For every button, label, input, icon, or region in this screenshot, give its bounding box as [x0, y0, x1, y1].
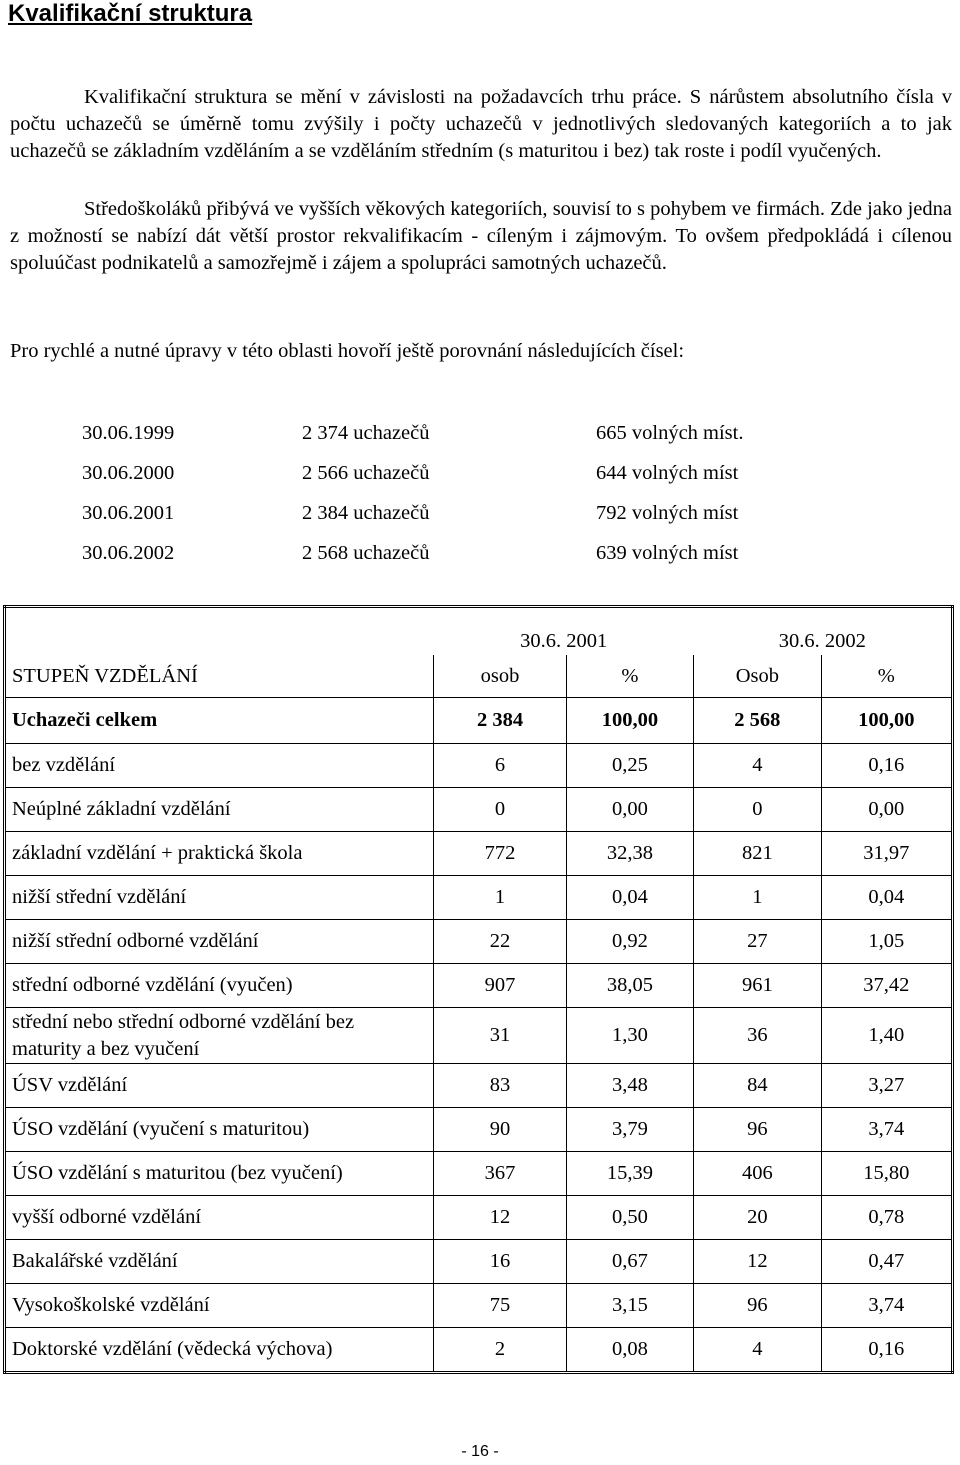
table-cell: 12 [694, 1240, 821, 1284]
table-row-label: střední odborné vzdělání (vyučen) [5, 964, 434, 1008]
table-cell: 907 [434, 964, 566, 1008]
table-cell: 961 [694, 964, 821, 1008]
table-cell: 96 [694, 1284, 821, 1328]
table-cell: 1 [434, 876, 566, 920]
table-cell: 15,39 [566, 1152, 693, 1196]
table-cell: 3,48 [566, 1064, 693, 1108]
stats-applicants: 2 566 uchazečů [302, 462, 430, 484]
table-row-label: Vysokoškolské vzdělání [5, 1284, 434, 1328]
table-row-label: bez vzdělání [5, 744, 434, 788]
table-row-label: vyšší odborné vzdělání [5, 1196, 434, 1240]
table-cell: 12 [434, 1196, 566, 1240]
table-row-label: ÚSV vzdělání [5, 1064, 434, 1108]
table-row-label: nižší střední odborné vzdělání [5, 920, 434, 964]
table-cell: 2 568 [694, 698, 821, 744]
qualification-table [3, 605, 954, 1374]
table-total-row [5, 698, 953, 744]
paragraph-intro: Kvalifikační struktura se mění v závislosti na požadavcích trhu práce. S nárůstem absolutního čísla v počtu uchazečů se úměrně tomu zvýšily i počty uchazečů v jednotlivých sledovaných kategoriích a to jak uchazečů se základním vzděláním a se vzděláním středním (s maturitou i bez) tak roste i podíl vyučených. [10, 86, 952, 162]
table-row [5, 1152, 953, 1196]
table-cell: 1 [694, 876, 821, 920]
table-cell: 0,00 [821, 788, 952, 832]
table-header-row [5, 655, 953, 698]
table-cell: 37,42 [821, 964, 952, 1008]
table-period-row [5, 607, 953, 656]
table-row-label: Neúplné základní vzdělání [5, 788, 434, 832]
table-cell: 0,04 [566, 876, 693, 920]
table-cell: 0,16 [821, 744, 952, 788]
table-row-label: nižší střední vzdělání [5, 876, 434, 920]
stats-date: 30.06.2001 [82, 502, 175, 524]
table-row [5, 1240, 953, 1284]
table-cell: 0,04 [821, 876, 952, 920]
table-row [5, 1328, 953, 1373]
table-row [5, 1008, 953, 1064]
table-cell: 367 [434, 1152, 566, 1196]
table-row [5, 1284, 953, 1328]
table-cell: 100,00 [566, 698, 693, 744]
table-cell: 90 [434, 1108, 566, 1152]
table-cell: 0 [694, 788, 821, 832]
table-cell: 3,15 [566, 1284, 693, 1328]
table-row [5, 964, 953, 1008]
table-cell: 1,40 [821, 1008, 952, 1064]
table-cell: 27 [694, 920, 821, 964]
table-cell: 0,25 [566, 744, 693, 788]
stats-applicants: 2 374 uchazečů [302, 422, 430, 444]
table-cell: 100,00 [821, 698, 952, 744]
table-cell: 4 [694, 744, 821, 788]
table-corner [5, 607, 434, 656]
stats-date: 30.06.2000 [82, 462, 175, 484]
table-cell: 3,74 [821, 1284, 952, 1328]
table-row [5, 1064, 953, 1108]
stats-date: 30.06.1999 [82, 422, 175, 444]
table-period-header: 30.6. 2001 [520, 630, 608, 652]
table-row-label: Bakalářské vzdělání [5, 1240, 434, 1284]
table-cell: 0,67 [566, 1240, 693, 1284]
stats-vacancies: 792 volných míst [596, 502, 739, 524]
table-cell: 22 [434, 920, 566, 964]
table-header-cell: % [566, 655, 693, 698]
table-cell: 0,92 [566, 920, 693, 964]
table-cell: 4 [694, 1328, 821, 1373]
table-cell: 0,50 [566, 1196, 693, 1240]
page-number: - 16 - [461, 1443, 499, 1460]
table-cell: 0,00 [566, 788, 693, 832]
table-cell: 15,80 [821, 1152, 952, 1196]
table-row [5, 832, 953, 876]
table-cell: 96 [694, 1108, 821, 1152]
table-body [5, 744, 953, 1373]
stats-vacancies: 639 volných míst [596, 542, 739, 564]
table-row-label: střední nebo střední odborné vzdělání bez maturity a bez vyučení [5, 1008, 434, 1064]
table-row [5, 1108, 953, 1152]
table-row-label: ÚSO vzdělání (vyučení s maturitou) [5, 1108, 434, 1152]
table-row-label: Doktorské vzdělání (vědecká výchova) [5, 1328, 434, 1373]
table-row [5, 920, 953, 964]
table-cell: 36 [694, 1008, 821, 1064]
table-cell: 3,79 [566, 1108, 693, 1152]
table-row-label: základní vzdělání + praktická škola [5, 832, 434, 876]
table-cell: 2 384 [434, 698, 566, 744]
table-cell: 406 [694, 1152, 821, 1196]
stats-vacancies: 644 volných míst [596, 462, 739, 484]
table-row-label: ÚSO vzdělání s maturitou (bez vyučení) [5, 1152, 434, 1196]
table-cell: 16 [434, 1240, 566, 1284]
table-cell: 1,30 [566, 1008, 693, 1064]
table-cell: 0,08 [566, 1328, 693, 1373]
table-cell: 0 [434, 788, 566, 832]
table-cell: 75 [434, 1284, 566, 1328]
table-header-cell: % [821, 655, 952, 698]
table-row [5, 744, 953, 788]
stats-vacancies: 665 volných míst. [596, 422, 744, 444]
table-cell: 1,05 [821, 920, 952, 964]
table-row [5, 876, 953, 920]
table-cell: 83 [434, 1064, 566, 1108]
table-cell: 2 [434, 1328, 566, 1373]
table-cell: 31 [434, 1008, 566, 1064]
paragraph-comparison: Pro rychlé a nutné úpravy v této oblasti hovoří ještě porovnání následujících čísel: [10, 340, 685, 362]
table-cell: 0,16 [821, 1328, 952, 1373]
table-cell: Uchazeči celkem [5, 698, 434, 744]
table-row [5, 1196, 953, 1240]
table-period-header: 30.6. 2002 [778, 630, 866, 652]
table-cell: 0,47 [821, 1240, 952, 1284]
table-cell: 0,78 [821, 1196, 952, 1240]
table-cell: 3,74 [821, 1108, 952, 1152]
table-cell: 32,38 [566, 832, 693, 876]
stats-date: 30.06.2002 [82, 542, 175, 564]
table-cell: 6 [434, 744, 566, 788]
stats-applicants: 2 568 uchazečů [302, 542, 430, 564]
stats-applicants: 2 384 uchazečů [302, 502, 430, 524]
table-row [5, 788, 953, 832]
section-title: Kvalifikační struktura [8, 0, 253, 27]
table-cell: 20 [694, 1196, 821, 1240]
table-cell: 84 [694, 1064, 821, 1108]
table-header-cell: osob [434, 655, 566, 698]
table-cell: 821 [694, 832, 821, 876]
table-header-cell: STUPEŇ VZDĚLÁNÍ [5, 655, 434, 698]
table-cell: 38,05 [566, 964, 693, 1008]
paragraph-secondary: Středoškoláků přibývá ve vyšších věkových kategoriích, souvisí to s pohybem ve firmách. Zde jako jedna z možností se nabízí dát větší prostor rekvalifikacím - cíleným i zájmovým. To ovšem předpokládá i cílenou spoluúčast podnikatelů a samozřejmě i zájem a spolupráci samotných uchazečů. [10, 198, 952, 274]
table-cell: 772 [434, 832, 566, 876]
table-cell: 31,97 [821, 832, 952, 876]
table-header-cell: Osob [694, 655, 821, 698]
table-cell: 3,27 [821, 1064, 952, 1108]
